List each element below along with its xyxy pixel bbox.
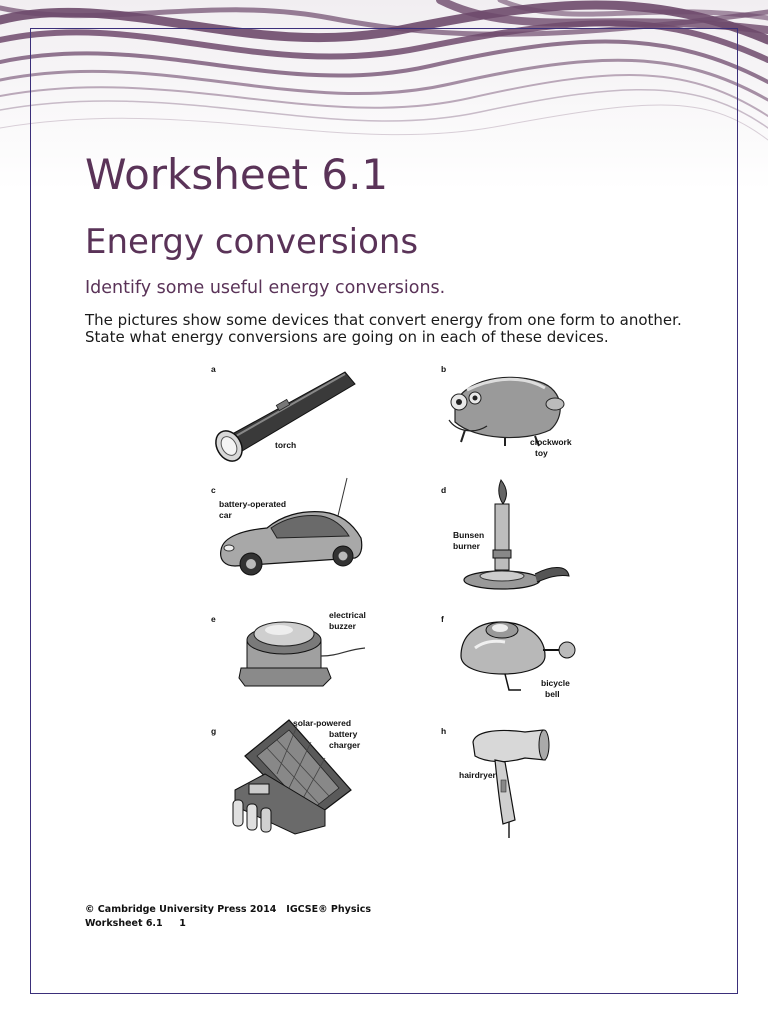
buzzer-icon xyxy=(239,622,365,686)
device-label: electrical xyxy=(329,610,366,620)
device-letter: b xyxy=(441,364,447,374)
hairdryer-icon xyxy=(473,730,549,838)
page-footer xyxy=(85,903,371,931)
device-label: hairdryer xyxy=(459,770,496,780)
device-label: bicycle xyxy=(541,678,570,688)
page-number: 1 xyxy=(179,918,186,929)
worksheet-title: Worksheet 6.1 xyxy=(85,150,389,199)
device-letter: d xyxy=(441,485,447,495)
device-letter: g xyxy=(211,726,217,736)
car-icon xyxy=(221,478,362,575)
device-h xyxy=(441,726,549,838)
device-c xyxy=(211,478,362,575)
device-label: buzzer xyxy=(329,621,356,631)
device-a xyxy=(211,364,355,466)
learning-objective: Identify some useful energy conversions. xyxy=(85,278,446,298)
device-label: car xyxy=(219,510,232,520)
device-label: charger xyxy=(329,740,361,750)
device-label: burner xyxy=(453,541,480,551)
device-d xyxy=(441,480,569,589)
device-label: Bunsen xyxy=(453,530,485,540)
device-letter: f xyxy=(441,614,444,624)
device-letter: a xyxy=(211,364,216,374)
device-letter: c xyxy=(211,485,216,495)
device-label: torch xyxy=(275,440,297,450)
device-label: battery xyxy=(329,729,358,739)
worksheet-subtitle: Energy conversions xyxy=(85,222,419,262)
device-label: toy xyxy=(535,448,548,458)
copyright-text: © Cambridge University Press 2014 xyxy=(85,904,277,915)
device-b xyxy=(441,364,572,458)
device-label: battery-operated xyxy=(219,499,287,509)
instructions-paragraph: The pictures show some devices that convert energy from one form to another. State what energy conversions are going on in each of these devices. xyxy=(85,311,682,346)
device-letter: e xyxy=(211,614,216,624)
device-e xyxy=(211,610,366,686)
course-name: IGCSE® Physics xyxy=(286,904,372,915)
device-letter: h xyxy=(441,726,447,736)
device-label: bell xyxy=(545,689,560,699)
device-g xyxy=(211,718,361,834)
torch-icon xyxy=(211,372,355,466)
device-f xyxy=(441,614,575,699)
devices-figure xyxy=(205,360,595,850)
footer-worksheet-name: Worksheet 6.1 xyxy=(85,918,163,929)
device-label: clockwork xyxy=(530,437,572,447)
clockwork-toy-icon xyxy=(449,377,564,446)
device-label: solar-powered xyxy=(293,718,352,728)
